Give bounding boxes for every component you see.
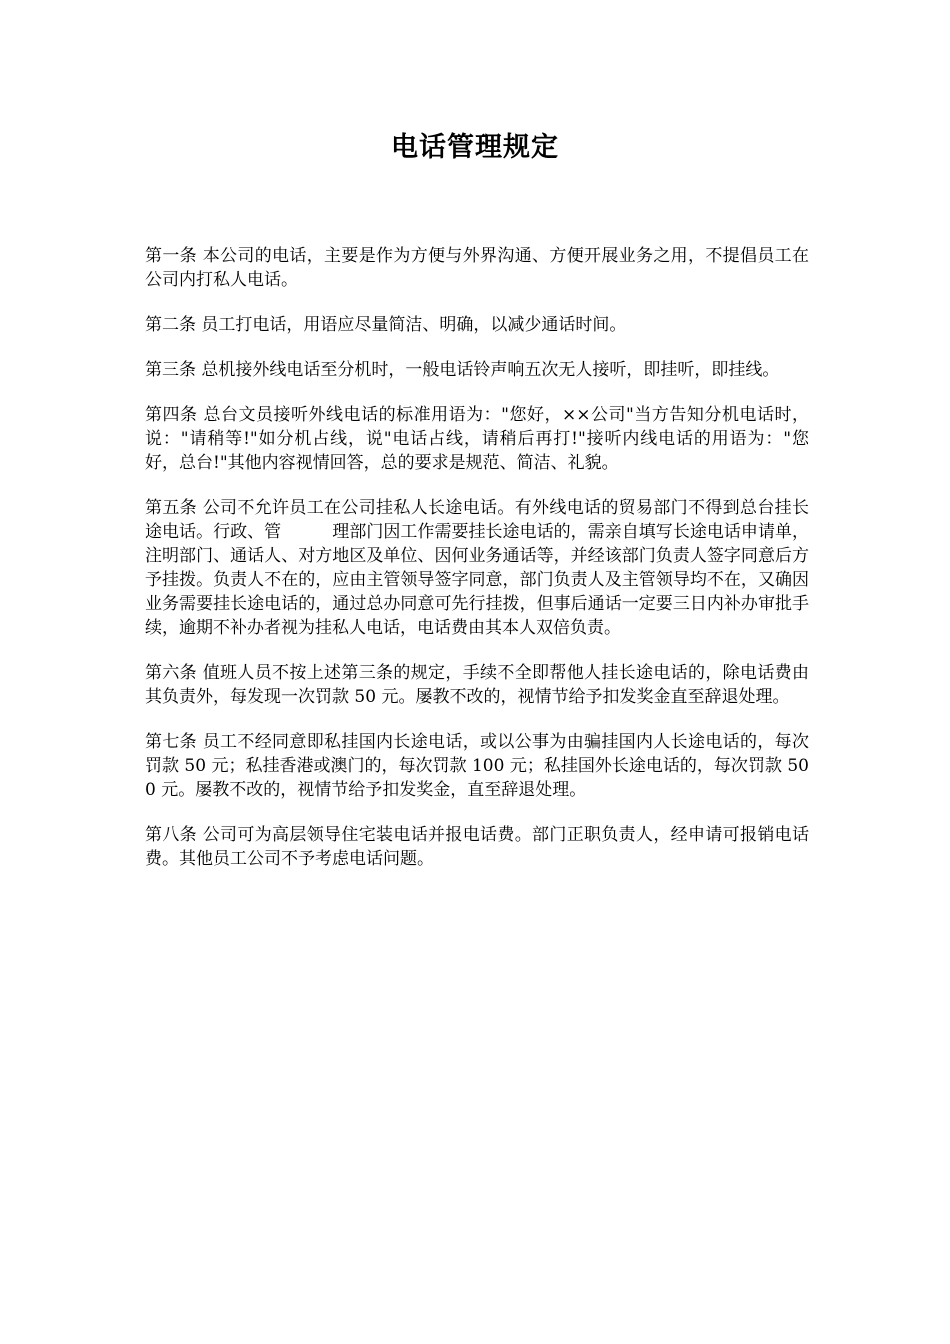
articles-list	[145, 244, 809, 892]
article-1: 第一条 本公司的电话，主要是作为方便与外界沟通、方便开展业务之用，不提倡员工在公司内打私人电话。	[145, 246, 809, 290]
article-2: 第二条 员工打电话，用语应尽量简洁、明确，以减少通话时间。	[145, 315, 627, 335]
article-4: 第四条 总台文员接听外线电话的标准用语为："您好，××公司"当方告知分机电话时，说："请稍等!"如分机占线，说"电话占线，请稍后再打!"接听内线电话的用语为："您好，总台!"其他内容视情回答，总的要求是规范、简洁、礼貌。	[145, 405, 809, 473]
article-5: 第五条 公司不允许员工在公司挂私人长途电话。有外线电话的贸易部门不得到总台挂长途电话。行政、管 理部门因工作需要挂长途电话的，需亲自填写长途电话申请单，注明部门、通话人、对方地区及单位、因何业务通话等，并经该部门负责人签字同意后方予挂拨。负责人不在的，应由主管领导签字同意，部门负责人及主管领导均不在，又确因业务需要挂长途电话的，通过总办同意可先行挂拨，但事后通话一定要三日内补办审批手续，逾期不补办者视为挂私人电话，电话费由其本人双倍负责。	[145, 498, 809, 638]
article-6: 第六条 值班人员不按上述第三条的规定，手续不全即帮他人挂长途电话的，除电话费由其负责外，每发现一次罚款 50 元。屡教不改的，视情节给予扣发奖金直至辞退处理。	[145, 663, 809, 707]
article-3: 第三条 总机接外线电话至分机时，一般电话铃声响五次无人接听，即挂听，即挂线。	[145, 360, 780, 380]
document-title: 电话管理规定	[391, 132, 559, 163]
article-8: 第八条 公司可为高层领导住宅装电话并报电话费。部门正职负责人，经申请可报销电话费。其他员工公司不予考虑电话问题。	[145, 825, 809, 869]
article-7: 第七条 员工不经同意即私挂国内长途电话，或以公事为由骗挂国内人长途电话的，每次罚款 50 元；私挂香港或澳门的，每次罚款 100 元；私挂国外长途电话的，每次罚款 500 元。屡教不改的，视情节给予扣发奖金，直至辞退处理。	[145, 732, 809, 800]
